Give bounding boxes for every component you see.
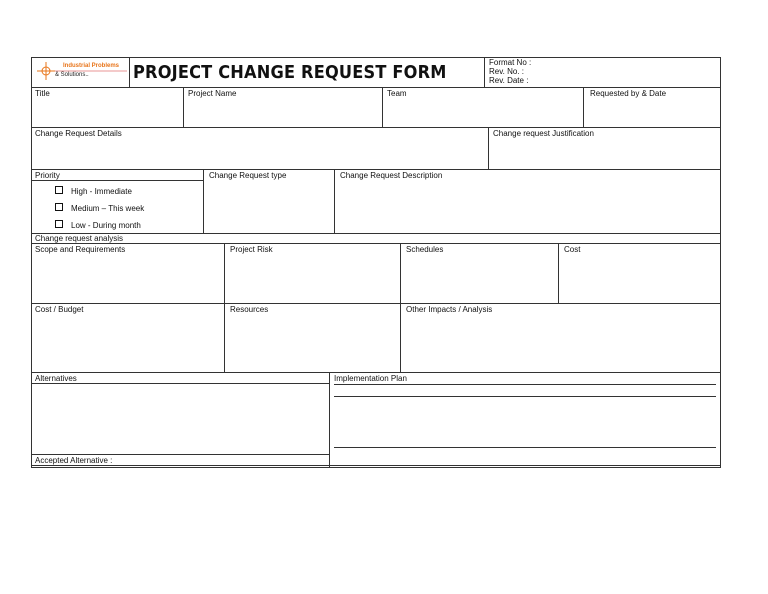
divider: [224, 243, 225, 372]
accepted-alternative-label: Accepted Alternative :: [35, 456, 113, 465]
divider: [558, 243, 559, 303]
alternatives-label: Alternatives: [35, 374, 77, 383]
priority-label: Priority: [35, 171, 60, 180]
details-label: Change Request Details: [35, 129, 122, 138]
divider: [334, 447, 716, 448]
analysis-heading: Change request analysis: [35, 234, 124, 243]
divider: [583, 87, 584, 127]
divider: [484, 57, 485, 87]
divider: [329, 372, 330, 468]
priority-medium-checkbox[interactable]: [55, 203, 63, 211]
divider: [31, 465, 721, 466]
scope-label: Scope and Requirements: [35, 245, 126, 254]
title-label: Title: [35, 89, 50, 98]
divider: [400, 243, 401, 372]
other-impacts-label: Other Impacts / Analysis: [406, 305, 493, 314]
divider: [129, 57, 130, 87]
divider: [488, 127, 489, 169]
divider: [334, 396, 716, 397]
request-type-label: Change Request type: [209, 171, 287, 180]
schedules-label: Schedules: [406, 245, 444, 254]
divider: [31, 127, 721, 128]
budget-label: Cost / Budget: [35, 305, 84, 314]
divider: [31, 383, 329, 384]
logo-line2: & Solutions..: [55, 72, 89, 78]
form-border: [31, 57, 721, 468]
requested-by-label: Requested by & Date: [590, 89, 667, 98]
justification-label: Change request Justification: [493, 129, 594, 138]
divider: [183, 87, 184, 127]
divider: [31, 372, 721, 373]
divider: [203, 169, 204, 233]
resources-label: Resources: [230, 305, 269, 314]
rev-date: Rev. Date :: [489, 76, 529, 85]
rev-no: Rev. No. :: [489, 67, 524, 76]
logo-line1: Industrial Problems: [63, 63, 120, 69]
divider: [31, 454, 329, 455]
change-request-form: [31, 57, 721, 468]
priority-high-label: High - Immediate: [71, 187, 132, 196]
priority-low-label: Low - During month: [71, 221, 141, 230]
cost-label: Cost: [564, 245, 581, 254]
divider: [31, 233, 721, 234]
priority-medium-label: Medium – This week: [71, 204, 145, 213]
implementation-label: Implementation Plan: [334, 374, 407, 383]
team-label: Team: [387, 89, 407, 98]
description-label: Change Request Description: [340, 171, 443, 180]
divider: [31, 303, 721, 304]
format-no: Format No :: [489, 58, 532, 67]
divider: [31, 180, 203, 181]
logo: [33, 59, 129, 85]
priority-low-checkbox[interactable]: [55, 220, 63, 228]
divider: [31, 243, 721, 244]
project-name-label: Project Name: [188, 89, 237, 98]
divider: [382, 87, 383, 127]
divider: [31, 87, 721, 88]
priority-high-checkbox[interactable]: [55, 186, 63, 194]
form-title: PROJECT CHANGE REQUEST FORM: [133, 62, 447, 83]
risk-label: Project Risk: [230, 245, 273, 254]
divider: [334, 384, 716, 385]
divider: [31, 169, 721, 170]
divider: [334, 169, 335, 233]
